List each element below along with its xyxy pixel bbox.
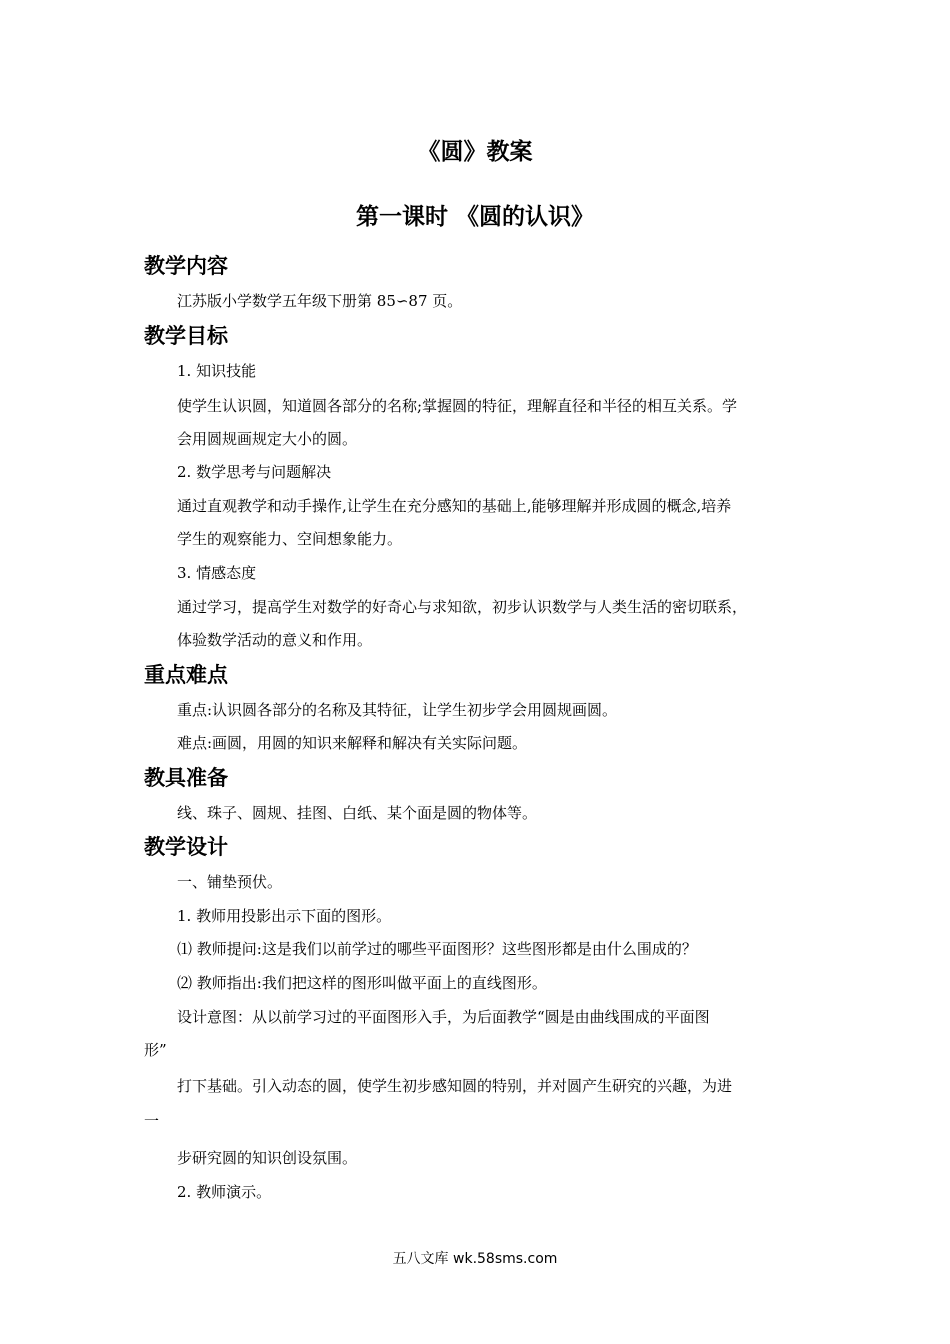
section-heading-content: 教学内容 [144, 254, 228, 278]
paragraph-line: 一、铺垫预伏。 [177, 873, 283, 891]
paragraph-line: 通过直观教学和动手操作,让学生在充分感知的基础上,能够理解并形成圆的概念,培养 [177, 497, 732, 515]
paragraph-line: 形” [144, 1041, 167, 1059]
paragraph-line: 重点:认识圆各部分的名称及其特征，让学生初步学会用圆规画圆。 [177, 701, 618, 719]
document-title: 《圆》教案 [417, 139, 533, 165]
section-heading-design: 教学设计 [144, 835, 228, 859]
paragraph-line: 打下基础。引入动态的圆，使学生初步感知圆的特别，并对圆产生研究的兴趣，为进 [177, 1077, 733, 1095]
section-heading-tools: 教具准备 [144, 766, 228, 790]
paragraph-line: 学生的观察能力、空间想象能力。 [177, 530, 403, 548]
section-heading-keypoints: 重点难点 [144, 663, 228, 687]
paragraph-line: 3. 情感态度 [177, 564, 257, 582]
paragraph-line: 线、珠子、圆规、挂图、白纸、某个面是圆的物体等。 [177, 804, 538, 822]
paragraph-line: ⑴ 教师提问:这是我们以前学过的哪些平面图形？这些图形都是由什么围成的？ [177, 940, 697, 958]
paragraph-line: 通过学习，提高学生对数学的好奇心与求知欲，初步认识数学与人类生活的密切联系， [177, 598, 748, 616]
paragraph-line: ⑵ 教师指出:我们把这样的图形叫做平面上的直线图形。 [177, 974, 547, 992]
paragraph-line: 步研究圆的知识创设氛围。 [177, 1149, 358, 1167]
section-heading-goals: 教学目标 [144, 324, 228, 348]
paragraph-line: 江苏版小学数学五年级下册第 85∽87 页。 [177, 292, 463, 310]
paragraph-line: 2. 数学思考与问题解决 [177, 463, 332, 481]
paragraph-line: 1. 知识技能 [177, 362, 257, 380]
paragraph-line: 1. 教师用投影出示下面的图形。 [177, 907, 392, 925]
page-footer: 五八文库 wk.58sms.com [392, 1251, 558, 1267]
paragraph-line: 设计意图：从以前学习过的平面图形入手，为后面教学“圆是由曲线围成的平面图 [177, 1008, 710, 1026]
paragraph-line: 一 [144, 1112, 160, 1130]
paragraph-line: 使学生认识圆，知道圆各部分的名称;掌握圆的特征，理解直径和半径的相互关系。学 [177, 397, 738, 415]
document-subtitle: 第一课时 《圆的认识》 [355, 204, 594, 230]
paragraph-line: 体验数学活动的意义和作用。 [177, 631, 373, 649]
paragraph-line: 难点:画圆，用圆的知识来解释和解决有关实际问题。 [177, 734, 528, 752]
paragraph-line: 会用圆规画规定大小的圆。 [177, 430, 358, 448]
paragraph-line: 2. 教师演示。 [177, 1183, 272, 1201]
